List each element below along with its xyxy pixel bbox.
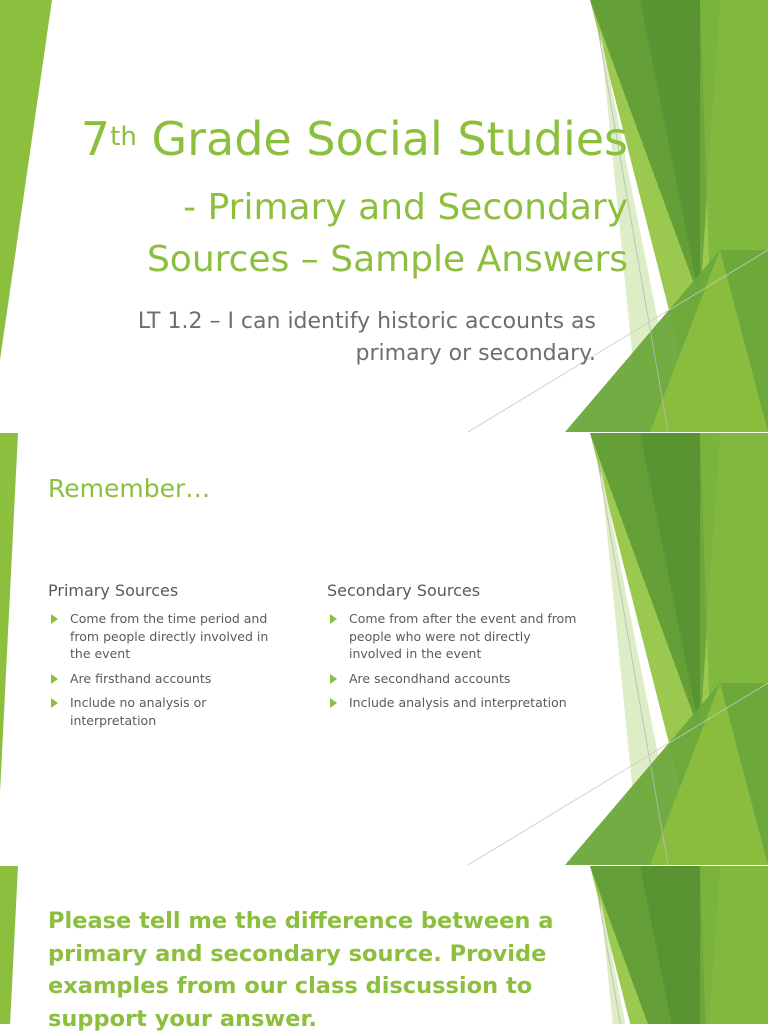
learning-target: LT 1.2 – I can identify historic accounts as primary or secondary. (137, 309, 596, 366)
slide-subtitle: - Primary and Secondary Sources – Sample Answers (146, 187, 628, 280)
secondary-sources-list (327, 610, 587, 712)
secondary-sources-title: Secondary Sources (327, 581, 481, 600)
triangle-bullet-icon (51, 614, 58, 624)
primary-sources-column (48, 578, 288, 736)
triangle-bullet-icon (330, 674, 337, 684)
remember-heading: Remember… (48, 474, 211, 503)
triangle-bullet-icon (330, 614, 337, 624)
list-item: Include no analysis or interpretation (48, 694, 288, 729)
list-item: Are firsthand accounts (48, 670, 288, 688)
triangle-bullet-icon (330, 698, 337, 708)
secondary-sources-column (327, 578, 587, 719)
list-item: Include analysis and interpretation (327, 694, 587, 712)
slide-title (0, 0, 768, 432)
slide-title-heading: 7th Grade Social Studies (80, 112, 628, 166)
primary-sources-title: Primary Sources (48, 581, 179, 600)
triangle-bullet-icon (51, 674, 58, 684)
list-item: Come from after the event and from people who were not directly involved in the event (327, 610, 587, 663)
left-green-sliver (0, 0, 52, 360)
discussion-prompt: Please tell me the difference between a primary and secondary source. Provide examples from our class discussion to support your answer. (48, 908, 554, 1032)
list-item: Are secondhand accounts (327, 670, 587, 688)
primary-sources-list (48, 610, 288, 729)
triangle-bullet-icon (51, 698, 58, 708)
list-item: Come from the time period and from people directly involved in the event (48, 610, 288, 663)
